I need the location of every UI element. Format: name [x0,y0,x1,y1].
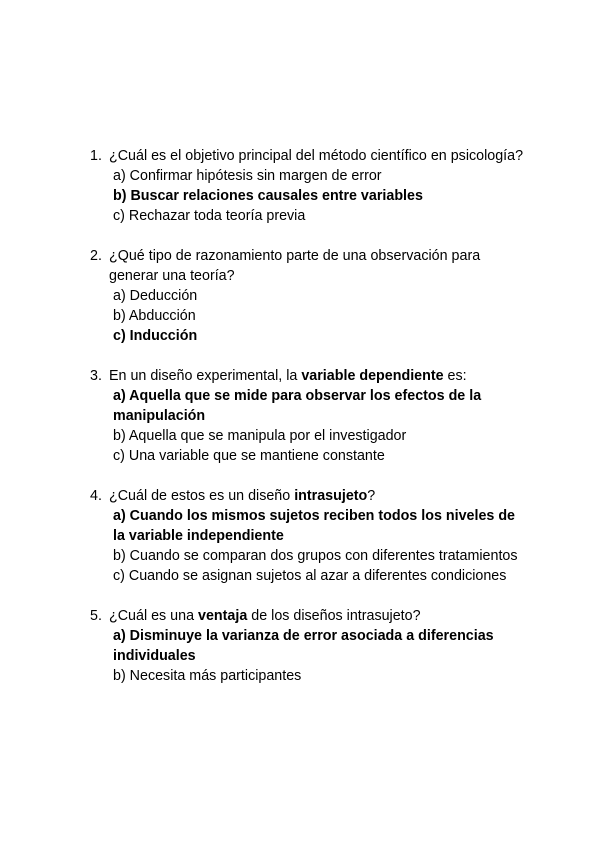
question-5 [90,606,530,686]
stem-text: ¿Cuál es una [109,608,199,624]
option-b-correct: b) Buscar relaciones causales entre variables [113,188,423,204]
question-number: 4. [90,488,102,504]
option-a-correct: a) Disminuye la varianza de error asociada a diferencias individuales [113,628,494,664]
option-a: a) Confirmar hipótesis sin margen de error [113,168,382,184]
question-number: 5. [90,608,102,624]
question-list [90,146,530,706]
option-b: b) Aquella que se manipula por el investigador [113,428,407,444]
option-c: c) Rechazar toda teoría previa [113,208,306,224]
question-4 [90,486,530,586]
stem-text-end: ? [367,488,376,504]
question-stem [109,486,530,506]
stem-text-end: es: [443,368,467,384]
question-1 [90,146,530,226]
option-b: b) Cuando se comparan dos grupos con diferentes tratamientos [113,548,518,564]
option-b: b) Necesita más participantes [113,668,302,684]
stem-keyword: intrasujeto [294,488,368,504]
option-c-correct: c) Inducción [113,328,198,344]
question-3 [90,366,530,466]
stem-text: ¿Qué tipo de razonamiento parte de una observación para generar una teoría? [109,248,481,284]
question-2 [90,246,530,346]
stem-text-end: de los diseños intrasujeto? [247,608,421,624]
question-stem [109,366,530,386]
option-c: c) Cuando se asignan sujetos al azar a diferentes condiciones [113,568,507,584]
question-stem [109,146,530,166]
option-a-correct: a) Aquella que se mide para observar los efectos de la manipulación [113,388,482,424]
question-number: 1. [90,148,102,164]
stem-keyword: variable dependiente [301,368,444,384]
stem-text: ¿Cuál de estos es un diseño [109,488,295,504]
option-a: a) Deducción [113,288,198,304]
question-stem [109,246,530,286]
question-number: 3. [90,368,102,384]
option-c: c) Una variable que se mantiene constante [113,448,385,464]
stem-text: En un diseño experimental, la [109,368,302,384]
stem-text: ¿Cuál es el objetivo principal del método científico en psicología? [109,148,524,164]
question-stem [109,606,530,626]
question-number: 2. [90,248,102,264]
option-b: b) Abducción [113,308,196,324]
option-a-correct: a) Cuando los mismos sujetos reciben todos los niveles de la variable independiente [113,508,516,544]
stem-keyword: ventaja [198,608,248,624]
